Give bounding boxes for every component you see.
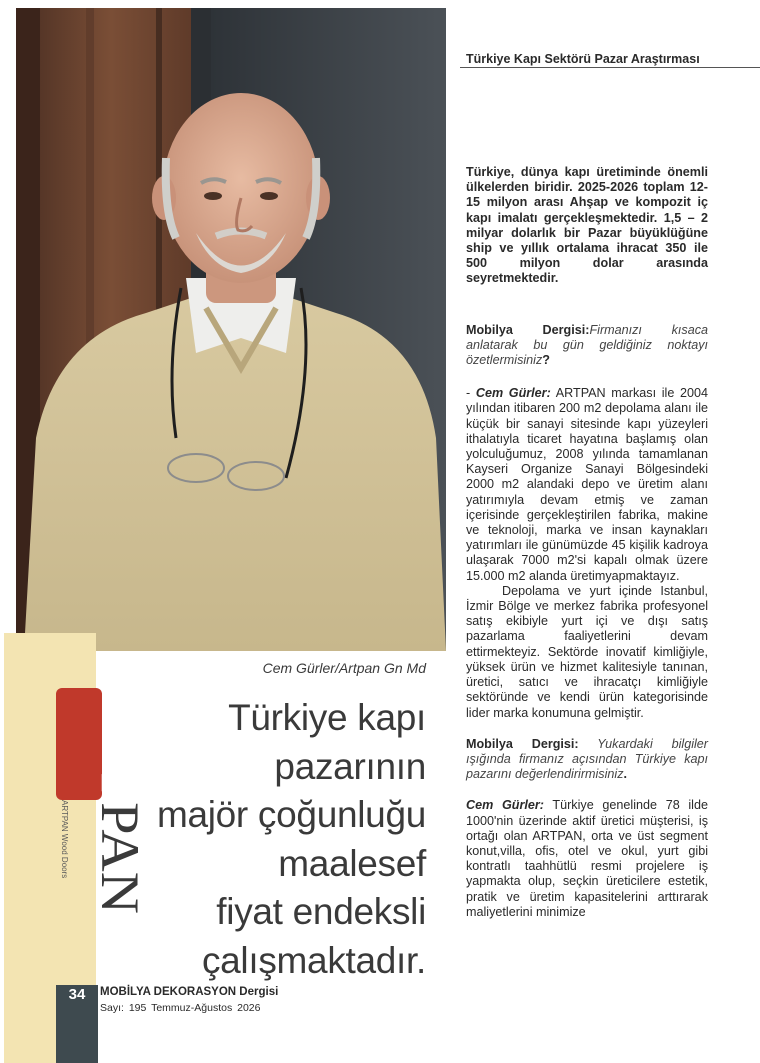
pull-quote-line: majör çoğunluğu xyxy=(156,794,426,835)
issue-info: Sayı: 195 Temmuz-Ağustos 2026 xyxy=(100,1002,261,1014)
pull-quote xyxy=(110,694,426,985)
question-1 xyxy=(466,323,708,369)
answer-1 xyxy=(466,386,708,584)
pull-quote-line: çalışmaktadır. xyxy=(201,939,426,981)
answer-1-paragraph-2: Depolama ve yurt içinde Istanbul, İzmir Bölge ve merkez fabrika profesyonel satış ekibiyle yurt içi ve dışı satış pazarlama faaliyetlerini devam ettirmekteyiz. Sektörde inovatif kimliğiyle, yüksek ürün ve hizmet kalitesiyle tanınan, üretici, satıcı ve ihracatçı kimliğiyle sektöründe ve kendi ürün kategorisinde lider marka konumuna gelmiştir. xyxy=(466,583,708,720)
answer-1-text: ARTPAN markası ile 2004 yılından itibaren 200 m2 depolama alanı ile küçük bir sanayi sitesinde kapı yüzeyleri ithalatıyla ticaret hayatına başlamış olan yolculuğumuz, 2008 yılında tamamlanan Kayseri Organize Sanayi Bölgesindeki 2000 m2 alandaki depo ve üretim alanı yatırımıyla devam etmiş ve zaman içerisinde gerçekleştirilen fabrika, makine ve teknoloji, marka ve insan kaynakları yatırımları ile günümüzde 45 kişilik kadroya ulaşarak 7000 m2'si kapalı olmak üzere 15.000 m2 alanda üretimyapmaktayız. xyxy=(466,386,708,583)
page-number: 34 xyxy=(68,986,86,1003)
answer-2-text: Türkiye genelinde 78 ilde 1000'nin üzerinde aktif üretici müşterisi, iş ortağı olan ARTPAN, orta ve üst segment konut,villa, ofis, otel ve okul, yurt gibi kontratlı taahhütlü resmi projelere iş yapmakta olup, seçkin üreticilere estetik, pratik ve üretim kapasitelerini arttırarak maliyetlerini minimize xyxy=(466,798,708,919)
question-2-end: . xyxy=(623,767,627,782)
magazine-title: MOBİLYA DEKORASYON Dergisi xyxy=(100,986,279,998)
question-1-speaker: Mobilya Dergisi: xyxy=(466,322,590,337)
question-2-speaker: Mobilya Dergisi: xyxy=(466,736,579,751)
answer-2-speaker: Cem Gürler: xyxy=(466,798,544,813)
header-rule xyxy=(460,67,760,68)
question-1-end: ? xyxy=(542,353,550,368)
logo-subtext: ARTPAN Wood Doors xyxy=(60,800,69,879)
pull-quote-line: fiyat endeksli xyxy=(216,891,426,932)
section-header: Türkiye Kapı Sektörü Pazar Araştırması xyxy=(466,52,700,66)
article-column xyxy=(466,165,708,920)
question-1-text: Firmanızı kısaca anlatarak bu gün geldiğiniz noktayı özetlermisiniz xyxy=(466,322,708,368)
logo-text-bottom: PAN xyxy=(90,802,150,906)
answer-1-speaker: Cem Gürler: xyxy=(475,386,551,401)
pull-quote-line: maalesef xyxy=(278,842,426,884)
logo-text-top: ART xyxy=(90,690,150,795)
portrait-photo xyxy=(16,8,446,651)
question-2 xyxy=(466,737,708,783)
question-2-text: Yukardaki bilgiler ışığında firmanız açısından Türkiye kapı pazarını değerlendirirmisiniz xyxy=(466,736,708,782)
article-intro: Türkiye, dünya kapı üretiminde önemli ülkelerden biridir. 2025-2026 toplam 12-15 milyon arası Ahşap ve kompozit iç kapı imalatı gerçekleşmektedir. 1,5 – 2 milyar dolarlık bir Pazar büyüklüğüne ship ve yıllık ortalama ihracat 350 ile 500 milyon dolar arasında seyretmektedir. xyxy=(466,165,708,286)
pull-quote-line: Türkiye kapı xyxy=(228,697,426,738)
answer-2 xyxy=(466,798,708,920)
photo-caption: Cem Gürler/Artpan Gn Md xyxy=(262,660,426,676)
pull-quote-line: pazarının xyxy=(274,745,426,787)
answer-1-prefix: - xyxy=(466,386,476,401)
